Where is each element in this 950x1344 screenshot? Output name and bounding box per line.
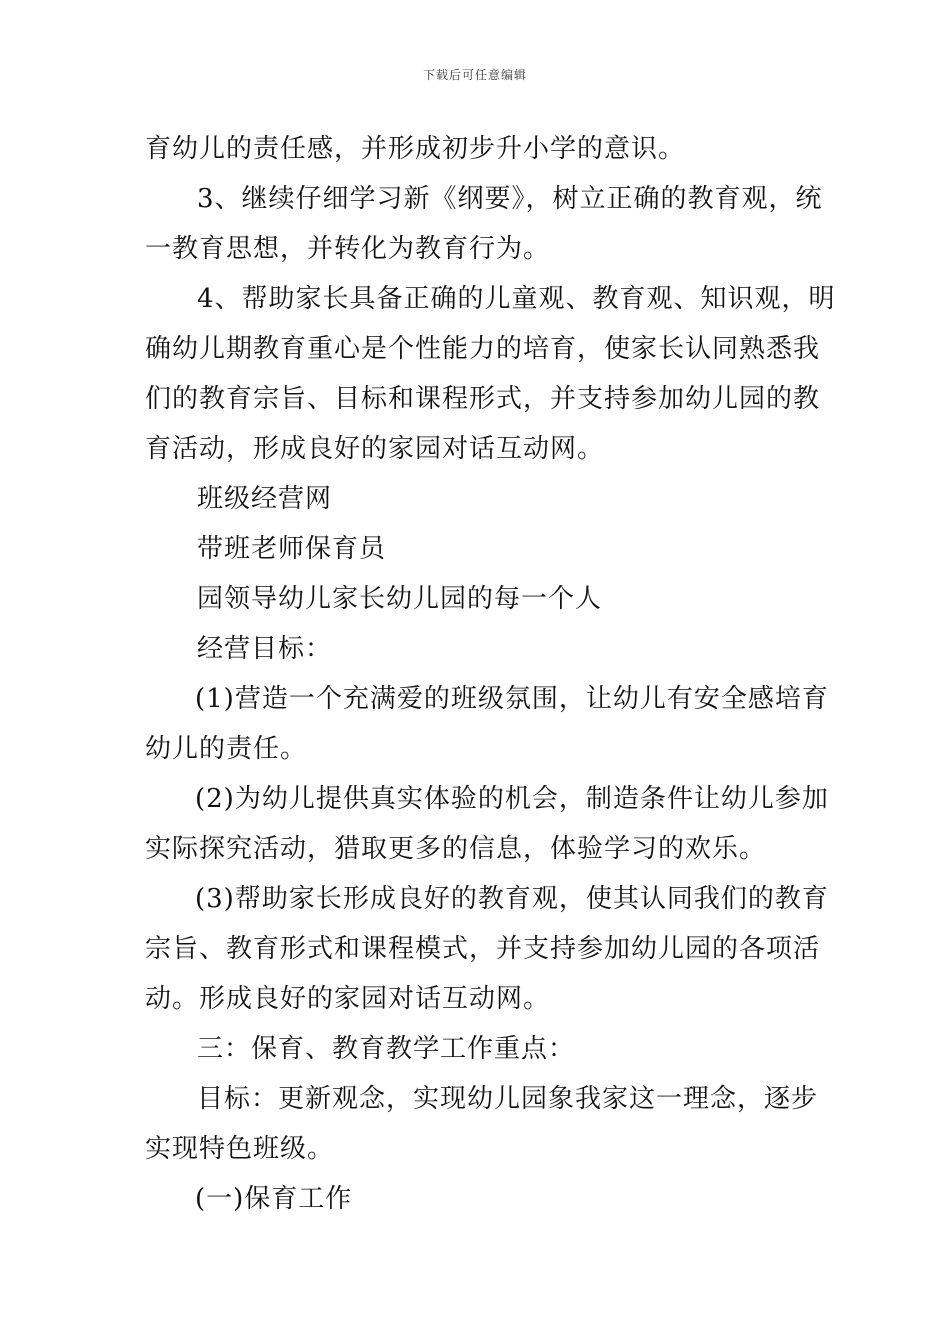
- text-line: (2)为幼儿提供真实体验的机会，制造条件让幼儿参加: [195, 784, 829, 814]
- text-line: 班级经营网: [197, 484, 333, 514]
- text-line: 们的教育宗旨、目标和课程形式，并支持参加幼儿园的教: [145, 384, 821, 414]
- text-line: 育活动，形成良好的家园对话互动网。: [145, 434, 605, 464]
- text-line: 宗旨、教育形式和课程模式，并支持参加幼儿园的各项活: [145, 934, 821, 964]
- page-header: 下载后可任意编辑: [422, 68, 527, 82]
- text-line: 确幼儿期教育重心是个性能力的培育，使家长认同熟悉我: [145, 334, 821, 364]
- text-line: 育幼儿的责任感，并形成初步升小学的意识。: [145, 134, 686, 164]
- text-line: (1)营造一个充满爱的班级氛围，让幼儿有安全感培育: [195, 684, 829, 714]
- text-line: 经营目标：: [197, 634, 333, 664]
- text-line: 幼儿的责任。: [145, 734, 308, 764]
- text-line: 动。形成良好的家园对话互动网。: [145, 984, 551, 1014]
- text-line: (3)帮助家长形成良好的教育观，使其认同我们的教育: [195, 884, 829, 914]
- text-line: 一教育思想，并转化为教育行为。: [145, 234, 551, 264]
- text-line: 实际探究活动，猎取更多的信息，体验学习的欢乐。: [145, 834, 767, 864]
- text-line: 3、继续仔细学习新《纲要》，树立正确的教育观，统: [197, 184, 823, 214]
- section-heading: 三：保育、教育教学工作重点：: [197, 1034, 576, 1064]
- text-line: 目标：更新观念，实现幼儿园象我家这一理念，逐步: [197, 1084, 819, 1114]
- text-line: 实现特色班级。: [145, 1134, 335, 1164]
- text-line: 4、帮助家长具备正确的儿童观、教育观、知识观，明: [197, 284, 836, 314]
- subsection-heading: (一)保育工作: [195, 1184, 353, 1214]
- text-line: 带班老师保育员: [197, 534, 387, 564]
- text-line: 园领导幼儿家长幼儿园的每一个人: [197, 584, 603, 614]
- document-body: [145, 124, 836, 1224]
